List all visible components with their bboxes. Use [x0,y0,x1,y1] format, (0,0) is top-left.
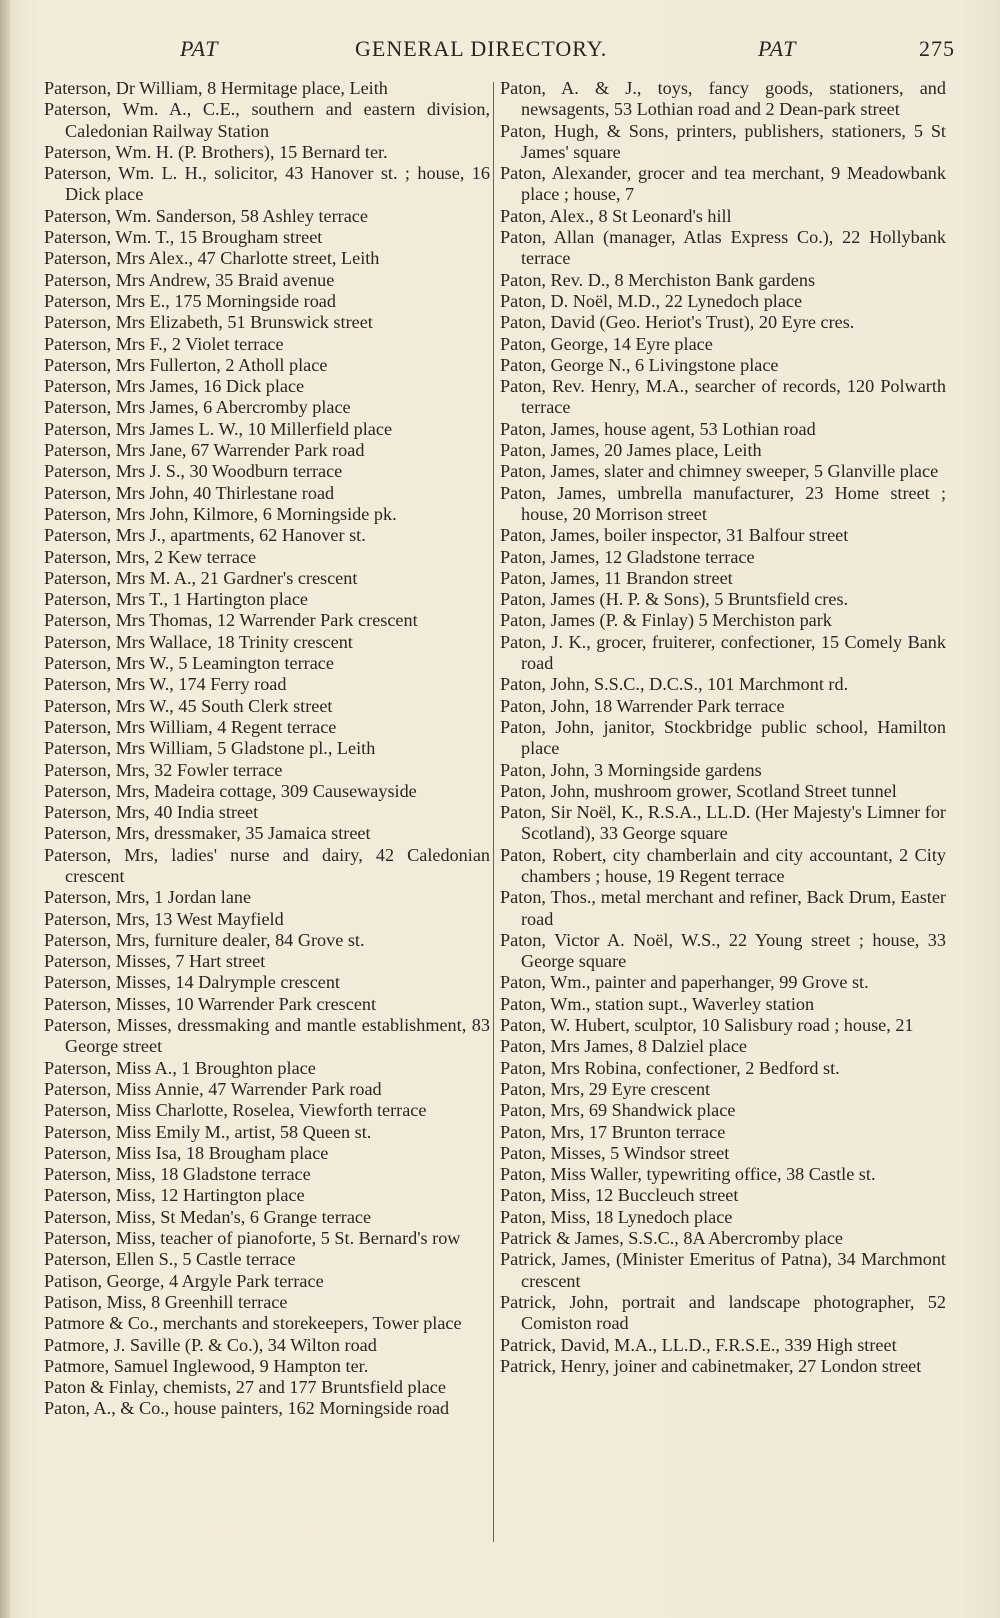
directory-entry: Patmore & Co., merchants and storekeepers, Tower place [44,1313,462,1334]
directory-entry: Paton, Mrs, 29 Eyre crescent [500,1078,711,1099]
directory-entry: Paterson, Miss Isa, 18 Brougham place [44,1142,329,1163]
book-spine-edge [0,0,10,1618]
directory-entry: Paterson, Mrs John, Kilmore, 6 Morningside pk. [44,503,397,524]
directory-entry: Paterson, Mrs W., 45 South Clerk street [44,695,333,716]
directory-entry: Paterson, Ellen S., 5 Castle terrace [44,1249,296,1270]
directory-entry: Paterson, Mrs James, 16 Dick place [44,376,305,397]
header-title: GENERAL DIRECTORY. [355,36,608,61]
directory-entry: Paterson, Miss, St Medan's, 6 Grange terrace [44,1206,372,1227]
directory-entry: Paton, Robert, city chamberlain and city accountant, 2 City chambers ; house, 19 Regent terrace [500,844,946,886]
directory-entry: Paton, George, 14 Eyre place [500,333,713,354]
directory-entry: Paton, Hugh, & Sons, printers, publishers, stationers, 5 St James' square [500,120,946,162]
directory-entry: Paterson, Mrs Wallace, 18 Trinity crescent [44,631,353,652]
directory-entry: Paterson, Mrs W., 174 Ferry road [44,674,287,695]
directory-entry: Paton, A. & J., toys, fancy goods, stationers, and newsagents, 53 Lothian road and 2 Dean-park street [500,78,946,120]
directory-entry: Paton, James, 11 Brandon street [500,567,733,588]
directory-entry: Patrick, David, M.A., LL.D., F.R.S.E., 339 High street [500,1334,897,1355]
directory-entry: Paton, Miss Waller, typewriting office, 38 Castle st. [500,1164,876,1185]
left-column [44,78,490,1420]
directory-entry: Paton, Mrs James, 8 Dalziel place [500,1036,747,1057]
directory-entry: Paterson, Miss Emily M., artist, 58 Queen st. [44,1121,372,1142]
directory-entry: Paton, Misses, 5 Windsor street [500,1142,730,1163]
directory-entry: Patmore, Samuel Inglewood, 9 Hampton ter. [44,1355,369,1376]
directory-entry: Paton, Sir Noël, K., R.S.A., LL.D. (Her Majesty's Limner for Scotland), 33 George square [500,802,946,844]
directory-entry: Paton, Miss, 18 Lynedoch place [500,1206,733,1227]
directory-entry: Paterson, Mrs William, 4 Regent terrace [44,716,337,737]
directory-entry: Paterson, Wm. Sanderson, 58 Ashley terrace [44,205,368,226]
directory-entry: Paterson, Mrs Jane, 67 Warrender Park road [44,440,365,461]
directory-entry: Paton, Rev. Henry, M.A., searcher of records, 120 Polwarth terrace [500,376,946,418]
directory-entry: Paterson, Mrs M. A., 21 Gardner's crescent [44,567,358,588]
directory-entry: Paton, James, house agent, 53 Lothian road [500,418,816,439]
directory-entry: Paterson, Mrs William, 5 Gladstone pl., Leith [44,738,376,759]
directory-entry: Paton, A., & Co., house painters, 162 Morningside road [44,1398,450,1419]
directory-entry: Paterson, Mrs, furniture dealer, 84 Grove st. [44,929,365,950]
directory-entry: Paterson, Mrs John, 40 Thirlestane road [44,482,335,503]
directory-entry: Patison, George, 4 Argyle Park terrace [44,1270,324,1291]
directory-entry: Paton, James, slater and chimney sweeper, 5 Glanville place [500,461,939,482]
directory-entry: Paterson, Mrs T., 1 Hartington place [44,589,309,610]
directory-entry: Paton, James, 20 James place, Leith [500,440,762,461]
directory-entry: Paton, Rev. D., 8 Merchiston Bank gardens [500,269,816,290]
directory-entry: Paton, George N., 6 Livingstone place [500,354,779,375]
directory-entry: Paton, John, 3 Morningside gardens [500,759,762,780]
directory-entry: Paterson, Mrs, dressmaker, 35 Jamaica street [44,823,371,844]
directory-entry: Paterson, Mrs E., 175 Morningside road [44,290,336,311]
directory-entry: Paterson, Mrs Alex., 47 Charlotte street, Leith [44,248,380,269]
directory-entry: Paterson, Mrs Elizabeth, 51 Brunswick street [44,312,373,333]
directory-entry: Paterson, Misses, 14 Dalrymple crescent [44,972,340,993]
directory-entry: Patmore, J. Saville (P. & Co.), 34 Wilton road [44,1334,377,1355]
directory-entry: Paton, David (Geo. Heriot's Trust), 20 Eyre cres. [500,312,855,333]
directory-entry: Paton, Victor A. Noël, W.S., 22 Young street ; house, 33 George square [500,929,946,972]
directory-entry: Paterson, Mrs J., apartments, 62 Hanover st. [44,525,366,546]
directory-entry: Paterson, Wm. H. (P. Brothers), 15 Bernard ter. [44,141,388,162]
directory-entry: Paterson, Mrs James, 6 Abercromby place [44,397,351,418]
directory-entry: Patrick & James, S.S.C., 8A Abercromby place [500,1228,843,1249]
column-divider [493,82,494,1542]
directory-entry: Paton, John, S.S.C., D.C.S., 101 Marchmont rd. [500,674,849,695]
directory-entry: Paterson, Wm. A., C.E., southern and eastern division, Caledonian Railway Station [44,99,490,141]
directory-entry: Paterson, Misses, 10 Warrender Park crescent [44,993,377,1014]
directory-entry: Paton, W. Hubert, sculptor, 10 Salisbury road ; house, 21 [500,1015,914,1036]
directory-entry: Paton, John, mushroom grower, Scotland Street tunnel [500,780,897,801]
directory-entry: Paton, James (H. P. & Sons), 5 Bruntsfield cres. [500,589,849,610]
running-header [40,36,955,70]
directory-entry: Paton, James, 12 Gladstone terrace [500,546,755,567]
directory-entry: Paton, D. Noël, M.D., 22 Lynedoch place [500,290,803,311]
directory-entry: Paterson, Miss, 18 Gladstone terrace [44,1164,311,1185]
page-number: 275 [919,36,955,61]
directory-entry: Paton, Mrs, 69 Shandwick place [500,1100,736,1121]
directory-entry: Paterson, Mrs J. S., 30 Woodburn terrace [44,461,343,482]
directory-entry: Paton, John, janitor, Stockbridge public school, Hamilton place [500,716,946,759]
directory-entry: Paterson, Misses, 7 Hart street [44,951,266,972]
directory-entry: Paterson, Miss A., 1 Broughton place [44,1057,316,1078]
directory-entry: Paton, John, 18 Warrender Park terrace [500,695,785,716]
header-left-guide-word: PAT [180,36,219,61]
directory-entry: Paton, Alexander, grocer and tea merchant, 9 Meadowbank place ; house, 7 [500,163,946,205]
directory-entry: Paton, Wm., station supt., Waverley station [500,993,815,1014]
directory-entry: Paterson, Mrs, Madeira cottage, 309 Causewayside [44,780,417,801]
directory-entry: Paton, Allan (manager, Atlas Express Co.), 22 Hollybank terrace [500,227,946,269]
directory-entry: Paterson, Wm. T., 15 Brougham street [44,227,323,248]
directory-entry: Paterson, Mrs, 1 Jordan lane [44,887,252,908]
directory-entry: Paterson, Mrs, 32 Fowler terrace [44,759,283,780]
directory-entry: Paton, Miss, 12 Buccleuch street [500,1185,739,1206]
directory-entry: Paterson, Mrs Thomas, 12 Warrender Park crescent [44,610,418,631]
directory-entry: Patison, Miss, 8 Greenhill terrace [44,1291,288,1312]
directory-entry: Paterson, Mrs, 2 Kew terrace [44,546,257,567]
header-right-guide-word: PAT [758,36,797,61]
directory-entry: Paterson, Mrs Andrew, 35 Braid avenue [44,269,335,290]
directory-entry: Paterson, Dr William, 8 Hermitage place, Leith [44,78,388,98]
directory-entry: Paterson, Mrs F., 2 Violet terrace [44,333,284,354]
directory-entry: Paterson, Misses, dressmaking and mantle establishment, 83 George street [44,1015,490,1057]
directory-entry: Paton, James, boiler inspector, 31 Balfour street [500,525,849,546]
directory-entry: Patrick, James, (Minister Emeritus of Patna), 34 Marchmont crescent [500,1249,946,1291]
directory-entry: Paterson, Mrs, ladies' nurse and dairy, 42 Caledonian crescent [44,844,490,886]
directory-entry: Paterson, Miss Annie, 47 Warrender Park road [44,1078,382,1099]
directory-entry: Paterson, Mrs, 40 India street [44,802,259,823]
directory-entry: Paton, Mrs Robina, confectioner, 2 Bedford st. [500,1057,840,1078]
directory-entry: Paterson, Miss, 12 Hartington place [44,1185,305,1206]
directory-entry: Paterson, Miss Charlotte, Roselea, Viewforth terrace [44,1100,427,1121]
directory-entry: Paton, Mrs, 17 Brunton terrace [500,1121,726,1142]
directory-entry: Paton, James, umbrella manufacturer, 23 Home street ; house, 20 Morrison street [500,482,946,524]
directory-entry: Paterson, Mrs James L. W., 10 Millerfield place [44,418,393,439]
directory-entry: Paton, Thos., metal merchant and refiner, Back Drum, Easter road [500,887,946,929]
directory-entry: Paton, James (P. & Finlay) 5 Merchiston park [500,610,832,631]
directory-entry: Paterson, Mrs Fullerton, 2 Atholl place [44,354,328,375]
directory-entry: Paton, Wm., painter and paperhanger, 99 Grove st. [500,972,869,993]
directory-entry: Paton, J. K., grocer, fruiterer, confectioner, 15 Comely Bank road [500,631,946,674]
directory-entry: Patrick, John, portrait and landscape photographer, 52 Comiston road [500,1291,946,1334]
directory-entry: Paterson, Mrs, 13 West Mayfield [44,908,284,929]
directory-entry: Paton, Alex., 8 St Leonard's hill [500,205,732,226]
directory-entry: Paterson, Mrs W., 5 Leamington terrace [44,653,334,674]
directory-entry: Paton & Finlay, chemists, 27 and 177 Bruntsfield place [44,1377,446,1398]
right-column [500,78,946,1377]
directory-entry: Patrick, Henry, joiner and cabinetmaker, 27 London street [500,1355,922,1376]
directory-entry: Paterson, Wm. L. H., solicitor, 43 Hanover st. ; house, 16 Dick place [44,163,490,205]
directory-entry: Paterson, Miss, teacher of pianoforte, 5 St. Bernard's row [44,1228,461,1249]
